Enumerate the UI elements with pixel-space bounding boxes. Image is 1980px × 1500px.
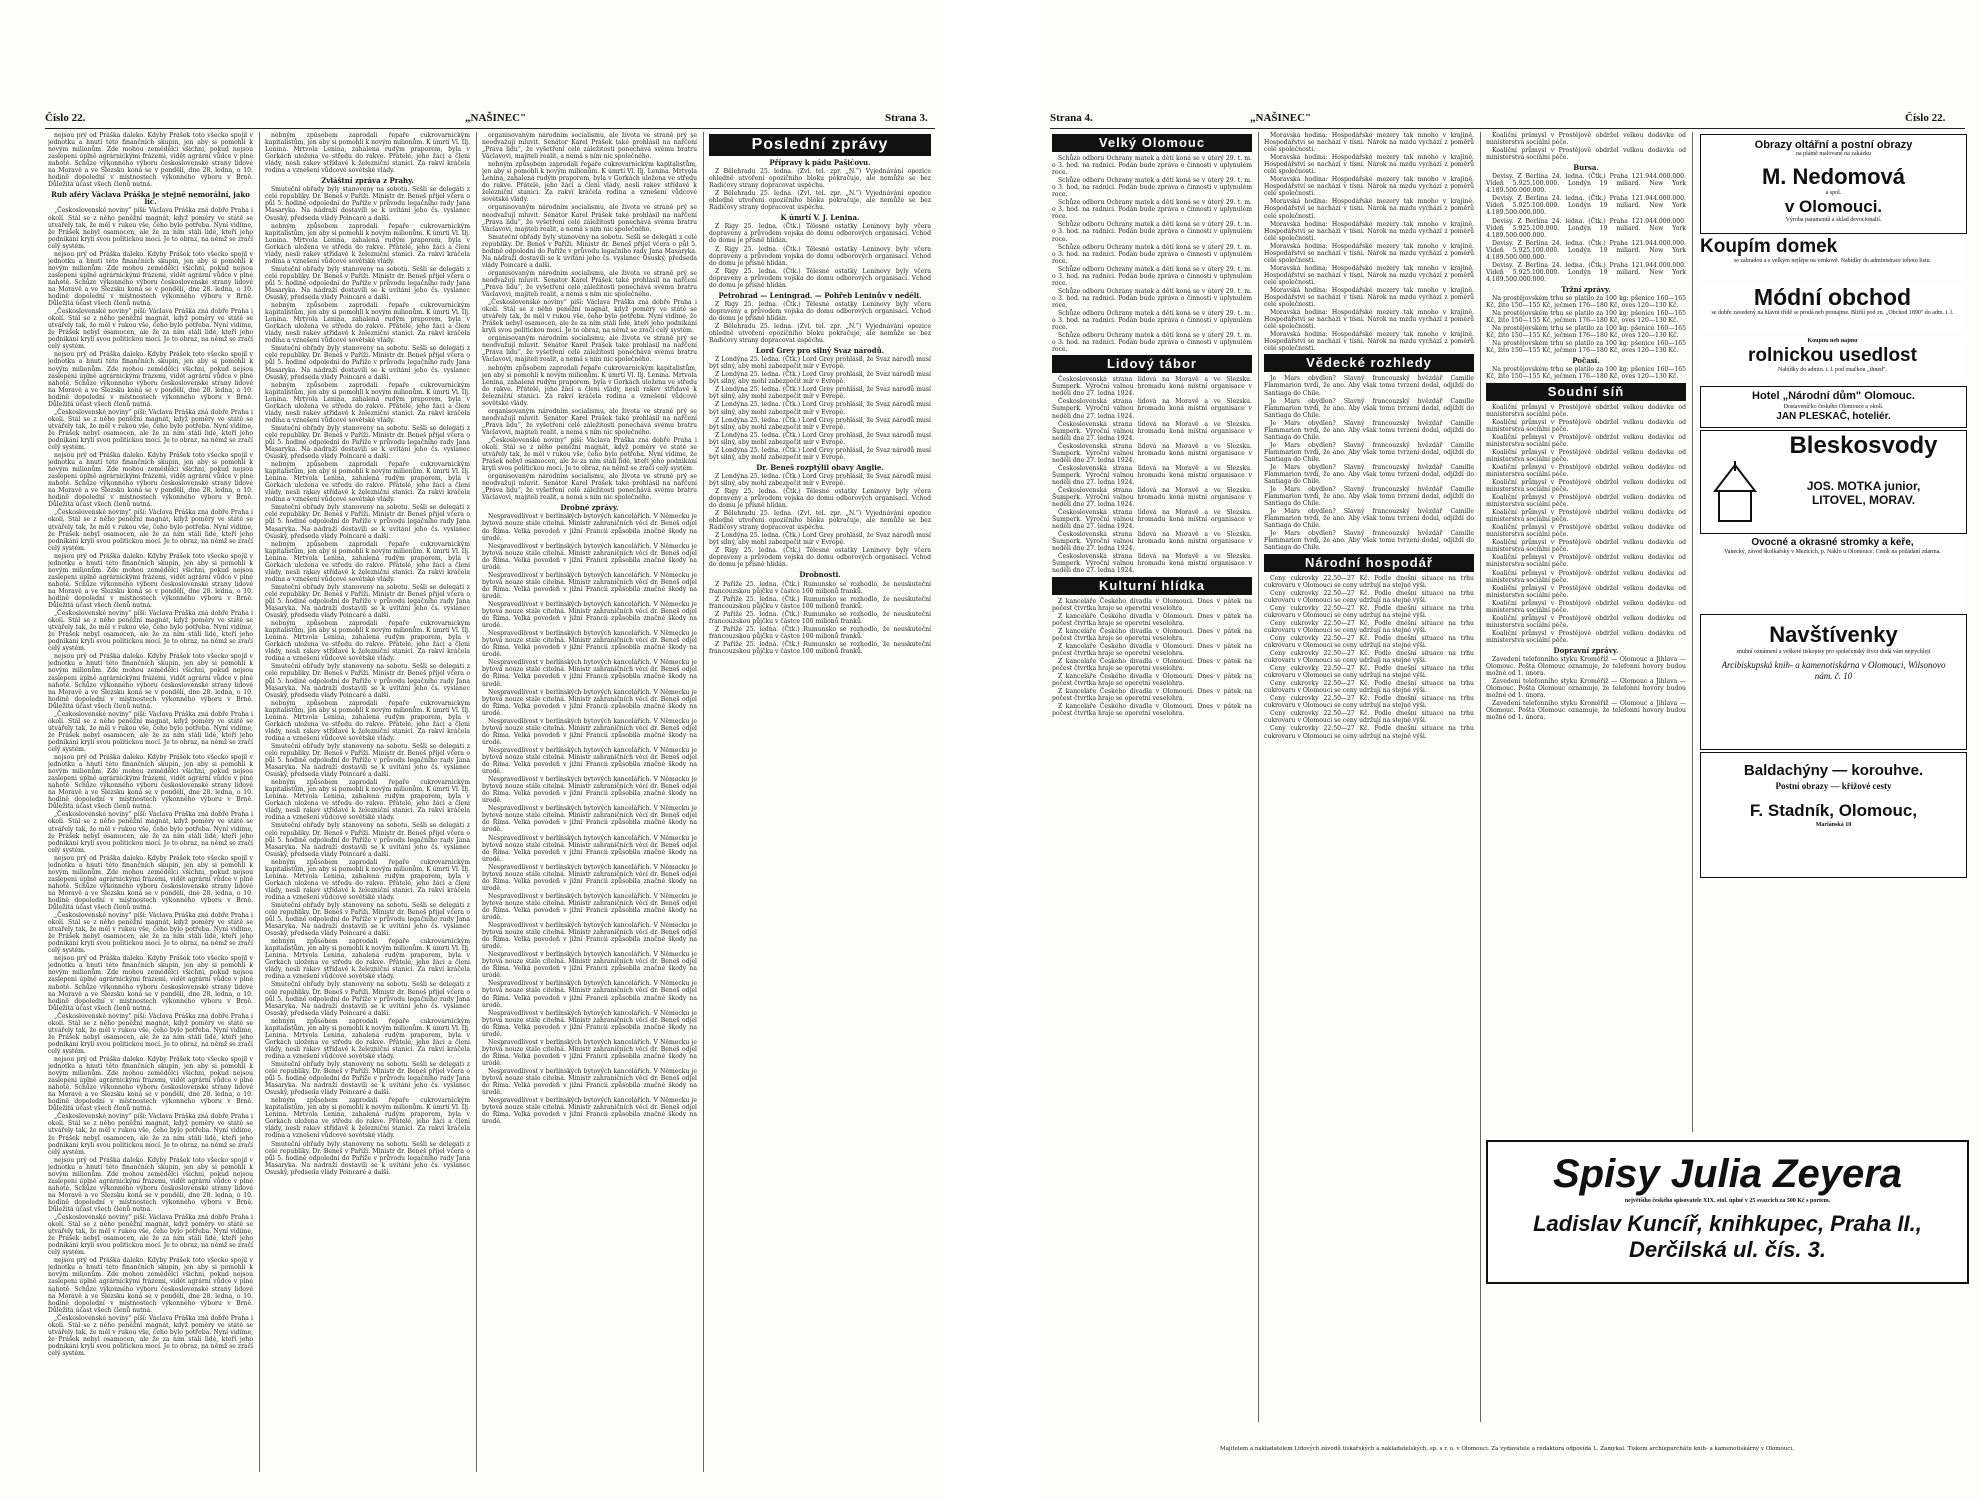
article-heading: Dr. Beneš rozptýlil obavy Anglie. xyxy=(756,462,884,472)
column-rule xyxy=(476,132,477,1472)
right-issue-number: Číslo 22. xyxy=(1905,112,1946,124)
article-heading: K úmrtí V. J. Lenina. xyxy=(780,213,860,223)
article-text: nejsou prý od Práška daleko. Kdyby Prášek toto všecko spojil v jednotku a hnutí této finančních skupin, jen aby si pomohli k novým milionům. Zde mohou zemědělci všichni, pokud nejsou zaslepeni úplně agrárnickými frázemi, vidět agrární vůdce v plné nahotě. Schůze výkonného výboru československé strany lidové na Moravě a ve Slezsku koná se v pondělí, dne 28. ledna, o 10. hodině dopolední v místnostech výkonného výboru v Brně. Důležitá účast všech členů nutná. xyxy=(48,452,253,509)
article-text: Ceny cukrovky 22.50—27 Kč. Podle dnešní situace na trhu cukrovaru v Olomouci se ceny udržují na stejné výši. xyxy=(1264,574,1474,589)
article-text: Moravská hodina: Hospodářské mezery tak mnoho v krajině. Hospodářství se nachází v tísni. Nárok na mzdu vychází z poměrů celé společnosti. xyxy=(1264,220,1474,242)
article-text: nebným způsobem zaprodali řepaře cukrovarnickým kapitalistům, jen aby si pomohli k novým milionům. K úmrtí Vl. Ilj. Lenina. Mrtvola Lenina, zahalená rudým praporem, byla v Gorkách uložena ve středu do rakve. Přátelé, jeho žáci a členi vlády, nesli rakev střídavě k železniční stanici. Za rakví kráčela rodina a vznešení vůdcové sovětské vlády. xyxy=(265,540,470,583)
article-text: Smuteční obřady byly stanoveny na sobotu. Sešli se delegáti z celé republiky. Dr. Beneš v Paříži. Ministr dr. Beneš přijel včera o půl 5. hodině odpolední do Paříže v průvodu legačního rady Jana Masaryka. Na nádraží dostavili se k uvítání jeho čs. vyslanec Osuský, předseda vlády Poincaré a další. xyxy=(265,1061,470,1097)
article-text: „Československé noviny“ píší: Václava Práška zná dobře Praha i okolí. Stál se z něho peněžní magnát, když poměry ve státě se utvářely tak, že měl v rukou vše, čeho bylo potřeba. Nyní vidíme, že Prášek nebyl osamocen, ale že za ním stáli lidé, kteří jeho podnikání kryli svou politickou mocí. Je to obraz, na němž se zračí celý systém. xyxy=(48,1314,253,1357)
ad-motka-name: JOS. MOTKA junior, xyxy=(1806,479,1921,493)
article-text: Smuteční obřady byly stanoveny na sobotu. Sešli se delegáti z celé republiky. Dr. Beneš v Paříži. Ministr dr. Beneš přijel včera o půl 5. hodině odpolední do Paříže v průvodu legačního rady Jana Masaryka. Na nádraží dostavili se k uvítání jeho čs. vyslanec Osuský, předseda vlády Poincaré a další. xyxy=(265,981,470,1017)
right-col-2 xyxy=(1264,132,1474,1422)
article-text: Koaliční průmysl v Prostějově obdržel velkou dodávku od ministerstva sociální péče. xyxy=(1486,433,1686,448)
ad-koupim-domek xyxy=(1700,236,1965,280)
article-text: Z Londýna 25. ledna. (Čtk.) Lord Grey prohlásil, že Svaz národů musí být silný, aby mohl zabezpečit mír v Evropě. xyxy=(709,532,931,547)
article-text: Devisy. Z Berlína 24. ledna. (Čtk.) Praha 121.944.000.000. Vídeň 5.925.100.000. Londýn 19 miliard. New York 4.189.500.000.000. xyxy=(1486,173,1686,195)
article-text: Smuteční obřady byly stanoveny na sobotu. Sešli se delegáti z celé republiky. Dr. Beneš v Paříži. Ministr dr. Beneš přijel včera o půl 5. hodině odpolední do Paříže v průvodu legačního rady Jana Masaryka. Na nádraží dostavili se k uvítání jeho čs. vyslanec Osuský, předseda vlády Poincaré a další. xyxy=(265,345,470,381)
article-text: Koaliční průmysl v Prostějově obdržel velkou dodávku od ministerstva sociální péče. xyxy=(1486,132,1686,147)
article-text: „Československé noviny“ píší: Václava Práška zná dobře Praha i okolí. Stál se z něho peněžní magnát, když poměry ve státě se utvářely tak, že měl v rukou vše, čeho bylo potřeba. Nyní vidíme, že Prášek nebyl osamocen, ale že za ním stáli lidé, kteří jeho podnikání kryli svou politickou mocí. Je to obraz, na němž se zračí celý systém. xyxy=(48,811,253,854)
article-text: Devisy. Z Berlína 24. ledna. (Čtk.) Praha 121.944.000.000. Vídeň 5.925.100.000. Londýn 19 miliard. New York 4.189.500.000.000. xyxy=(1486,239,1686,261)
article-text: Nespravedlivost v berlínských bytových kancelářích. V Německu je bytová nouze stále citelná. Ministr zahraničních věcí dr. Beneš odjel do Říma. Velká povodeň v jižní Francii způsobila značné škody na úrodě. xyxy=(482,746,697,776)
ad-baldachyny-sub: Postní obrazy — křížové cesty xyxy=(1775,781,1892,791)
article-text: Je Mars obydlen? Slavný francouzský hvězdář Camille Flammarion tvrdí, že ano. Aby však tomu tvrzení dodal, odjíždí do Santiaga do Chile. xyxy=(1264,397,1474,419)
left-col-1 xyxy=(48,132,253,1472)
article-heading: Počasí. xyxy=(1572,356,1600,366)
left-col-4 xyxy=(709,132,931,1472)
article-text: nejsou prý od Práška daleko. Kdyby Prášek toto všecko spojil v jednotku a hnutí této finančních skupin, jen aby si pomohli k novým milionům. Zde mohou zemědělci všichni, pokud nejsou zaslepeni úplně agrárnickými frázemi, vidět agrární vůdce v plné nahotě. Schůze výkonného výboru československé strany lidové na Moravě a ve Slezsku koná se v pondělí, dne 28. ledna, o 10. hodině dopolední v místnostech výkonného výboru v Brně. Důležitá účast všech členů nutná. xyxy=(48,1056,253,1113)
ad-baldachyny-title: Baldachýny — korouhve. xyxy=(1743,762,1924,779)
article-text: nebným způsobem zaprodali řepaře cukrovarnickým kapitalistům, jen aby si pomohli k novým milionům. K úmrtí Vl. Ilj. Lenina. Mrtvola Lenina, zahalená rudým praporem, byla v Gorkách uložena ve středu do rakve. Přátelé, jeho žáci a členi vlády, nesli rakev střídavě k železniční stanici. Za rakví kráčela rodina a vznešení vůdcové sovětské vlády. xyxy=(482,364,697,407)
article-text: Smuteční obřady byly stanoveny na sobotu. Sešli se delegáti z celé republiky. Dr. Beneš v Paříži. Ministr dr. Beneš přijel včera o půl 5. hodině odpolední do Paříže v průvodu legačního rady Jana Masaryka. Na nádraží dostavili se k uvítání jeho čs. vyslanec Osuský, předseda vlády Poincaré a další. xyxy=(265,822,470,858)
article-text: nebným způsobem zaprodali řepaře cukrovarnickým kapitalistům, jen aby si pomohli k novým milionům. K úmrtí Vl. Ilj. Lenina. Mrtvola Lenina, zahalená rudým praporem, byla v Gorkách uložena ve středu do rakve. Přátelé, jeho žáci a členi vlády, nesli rakev střídavě k železniční stanici. Za rakví kráčela rodina a vznešení vůdcové sovětské vlády. xyxy=(265,461,470,504)
article-text: Na prostějovském trhu se platilo za 100 kg: pšenice 160—165 Kč, žito 150—155 Kč, ječmen 176—180 Kč, oves 120—130 Kč. xyxy=(1486,340,1686,355)
article-text: Koaliční průmysl v Prostějově obdržel velkou dodávku od ministerstva sociální péče. xyxy=(1486,554,1686,569)
article-text: Schůze odboru Ochrany matek a dětí koná se v úterý 29. t. m. o 3. hod. na radnici. Podán bude zpráva o činnosti v uplynulém roce. xyxy=(1052,155,1252,177)
article-text: „Československé noviny“ píší: Václava Práška zná dobře Praha i okolí. Stál se z něho peněžní magnát, když poměry ve státě se utvářely tak, že měl v rukou vše, čeho bylo potřeba. Nyní vidíme, že Prášek nebyl osamocen, ale že za ním stáli lidé, kteří jeho podnikání kryli svou politickou mocí. Je to obraz, na němž se zračí celý systém. xyxy=(48,912,253,955)
article-text: nebným způsobem zaprodali řepaře cukrovarnickým kapitalistům, jen aby si pomohli k novým milionům. K úmrtí Vl. Ilj. Lenina. Mrtvola Lenina, zahalená rudým praporem, byla v Gorkách uložena ve středu do rakve. Přátelé, jeho žáci a členi vlády, nesli rakev střídavě k železniční stanici. Za rakví kráčela rodina a vznešení vůdcové sovětské vlády. xyxy=(265,699,470,742)
article-text: Schůze odboru Ochrany matek a dětí koná se v úterý 29. t. m. o 3. hod. na radnici. Podán bude zpráva o činnosti v uplynulém roce. xyxy=(1052,265,1252,287)
article-text: nejsou prý od Práška daleko. Kdyby Prášek toto všecko spojil v jednotku a hnutí této finančních skupin, jen aby si pomohli k novým milionům. Zde mohou zemědělci všichni, pokud nejsou zaslepeni úplně agrárnickými frázemi, vidět agrární vůdce v plné nahotě. Schůze výkonného výboru československé strany lidové na Moravě a ve Slezsku koná se v pondělí, dne 28. ledna, o 10. hodině dopolední v místnostech výkonného výboru v Brně. Důležitá účast všech členů nutná. xyxy=(48,955,253,1012)
article-text: Z Bělehradu 25. ledna. (Zvl. tel. zpr. „N.“) Vyjednávání opozice ohledně utvoření opozičního bloku pokračuje, ale nemůže se bez Radićovy strany dopracovat úspěchu. xyxy=(709,190,931,212)
article-text: „Československé noviny“ píší: Václava Práška zná dobře Praha i okolí. Stál se z něho peněžní magnát, když poměry ve státě se utvářely tak, že měl v rukou vše, čeho bylo potřeba. Nyní vidíme, že Prášek nebyl osamocen, ale že za ním stáli lidé, kteří jeho podnikání kryli svou politickou mocí. Je to obraz, na němž se zračí celý systém. xyxy=(48,1113,253,1156)
article-text: Schůze odboru Ochrany matek a dětí koná se v úterý 29. t. m. o 3. hod. na radnici. Podán bude zpráva o činnosti v uplynulém roce. xyxy=(1052,177,1252,199)
article-text: Na prostějovském trhu se platilo za 100 kg: pšenice 160—165 Kč, žito 150—155 Kč, ječmen 176—180 Kč, oves 120—130 Kč. xyxy=(1486,325,1686,340)
article-text: Z Rigy 25. ledna. (Čtk.) Tělesné ostatky Leninovy byly včera dopraveny a průvodem vojska do domu odborových organisací. Vchod do domu je přísně hlídán. xyxy=(709,547,931,569)
section-banner-posledni-zpravy: Poslední zprávy xyxy=(709,134,931,156)
article-text: nejsou prý od Práška daleko. Kdyby Prášek toto všecko spojil v jednotku a hnutí této finančních skupin, jen aby si pomohli k novým milionům. Zde mohou zemědělci všichni, pokud nejsou zaslepeni úplně agrárnickými frázemi, vidět agrární vůdce v plné nahotě. Schůze výkonného výboru československé strany lidové na Moravě a ve Slezsku koná se v pondělí, dne 28. ledna, o 10. hodině dopolední v místnostech výkonného výboru v Brně. Důležitá účast všech členů nutná. xyxy=(48,351,253,408)
article-text: „Československé noviny“ píší: Václava Práška zná dobře Praha i okolí. Stál se z něho peněžní magnát, když poměry ve státě se utvářely tak, že měl v rukou vše, čeho bylo potřeba. Nyní vidíme, že Prášek nebyl osamocen, ale že za ním stáli lidé, kteří jeho podnikání kryli svou politickou mocí. Je to obraz, na němž se zračí celý systém. xyxy=(482,436,697,473)
left-running-head xyxy=(45,112,935,128)
left-head-rule xyxy=(45,128,935,129)
article-text: organisovaným národním socialismu, ale života ve straně prý se neodvažují mluvit. Senátor Karel Prášek také prohlásil na nařčení „Práva lidu“, že vyšetření celé záležitosti ponechává svému bratru Václavovi, majiteli realit, a nemá s ním nic společného. xyxy=(482,335,697,364)
section-banner-soudni-sin: Soudní síň xyxy=(1486,383,1686,401)
ad-navstivenky-firm: Arcibiskupská knih- a kamenotiskárna v Olomouci, Wilsonovo nám. č. 10 xyxy=(1721,660,1946,681)
article-text: Z kanceláře Českého divadla v Olomouci. Dnes v pátek na počest čtvrtka hraje se operetní veselohra. xyxy=(1052,673,1252,688)
article-text: organisovaným národním socialismu, ale života ve straně prý se neodvažují mluvit. Senátor Karel Prášek také prohlásil na nařčení „Práva lidu“, že vyšetření celé záležitosti ponechává svému bratru Václavovi, majiteli realit, a nemá s ním nic společného. xyxy=(482,132,697,161)
article-text: Schůze odboru Ochrany matek a dětí koná se v úterý 29. t. m. o 3. hod. na radnici. Podán bude zpráva o činnosti v uplynulém roce. xyxy=(1052,332,1252,354)
article-text: Moravská hodina: Hospodářské mezery tak mnoho v krajině. Hospodářství se nachází v tísni. Nárok na mzdu vychází z poměrů celé společnosti. xyxy=(1264,242,1474,264)
article-text: Zavedení telefonního styku Kroměříž — Olomouc a Jihlava — Olomouc. Pošta Olomouc oznamuje, že telefonní hovory budou možné od 1. února. xyxy=(1486,656,1686,678)
ad-navstivenky-title: Navštívenky xyxy=(1769,622,1898,647)
article-text: Ceny cukrovky 22.50—27 Kč. Podle dnešní situace na trhu cukrovaru v Olomouci se ceny udržují na stejné výši. xyxy=(1264,650,1474,665)
ad-baldachyny-addr: Mariánská 10 xyxy=(1815,822,1852,828)
ad-zeyer-addr: Derčilská ul. čís. 3. xyxy=(1629,1237,1826,1262)
lightning-rod-icon xyxy=(1709,461,1761,527)
article-text: organisovaným národním socialismu, ale života ve straně prý se neodvažují mluvit. Senátor Karel Prášek také prohlásil na nařčení „Práva lidu“, že vyšetření celé záležitosti ponechává svému bratru Václavovi, majiteli realit, a nemá s ním nic společného. xyxy=(482,269,697,299)
article-text: Smuteční obřady byly stanoveny na sobotu. Sešli se delegáti z celé republiky. Dr. Beneš v Paříži. Ministr dr. Beneš přijel včera o půl 5. hodině odpolední do Paříže v průvodu legačního rady Jana Masaryka. Na nádraží dostavili se k uvítání jeho čs. vyslanec Osuský, předseda vlády Poincaré a další. xyxy=(265,583,470,620)
ad-usedlost-title: rolnickou usedlost xyxy=(1748,345,1917,366)
article-text: Koaliční průmysl v Prostějově obdržel velkou dodávku od ministerstva sociální péče. xyxy=(1486,463,1686,478)
article-text: Z Londýna 25. ledna. (Čtk.) Lord Grey prohlásil, že Svaz národů musí být silný, aby mohl zabezpečit mír v Evropě. xyxy=(709,356,931,371)
article-text: Z Londýna 25. ledna. (Čtk.) Lord Grey prohlásil, že Svaz národů musí být silný, aby mohl zabezpečit mír v Evropě. xyxy=(709,431,931,446)
article-text: Ceny cukrovky 22.50—27 Kč. Podle dnešní situace na trhu cukrovaru v Olomouci se ceny udržují na stejné výši. xyxy=(1264,619,1474,634)
column-rule xyxy=(1480,132,1481,1422)
article-text: Koaliční průmysl v Prostějově obdržel velkou dodávku od ministerstva sociální péče. xyxy=(1486,614,1686,629)
ad-hotel-owner: JAN PLESKAČ, hoteliér. xyxy=(1776,411,1891,422)
article-text: Československá strana lidová na Moravě a ve Slezsku. Šumperk. Výroční valnou hromadu koná místní organisace v neděli dne 27. ledna 1924. xyxy=(1052,464,1252,486)
article-text: Nespravedlivost v berlínských bytových kancelářích. V Německu je bytová nouze stále citelná. Ministr zahraničních věcí dr. Beneš odjel do Říma. Velká povodeň v jižní Francii způsobila značné škody na úrodě. xyxy=(482,571,697,600)
left-col-2 xyxy=(265,132,470,1472)
article-text: organisovaným národním socialismu, ale života ve straně prý se neodvažují mluvit. Senátor Karel Prášek také prohlásil na nařčení „Práva lidu“, že vyšetření celé záležitosti ponechává svému bratru Václavovi, majiteli realit, a nemá s ním nic společného. xyxy=(482,204,697,233)
article-text: Zavedení telefonního styku Kroměříž — Olomouc a Jihlava — Olomouc. Pošta Olomouc oznamuje, že telefonní hovory budou možné od 1. února. xyxy=(1486,700,1686,722)
article-text: Moravská hodina: Hospodářské mezery tak mnoho v krajině. Hospodářství se nachází v tísni. Nárok na mzdu vychází z poměrů celé společnosti. xyxy=(1264,264,1474,286)
article-text: Koaliční průmysl v Prostějově obdržel velkou dodávku od ministerstva sociální péče. xyxy=(1486,569,1686,584)
article-text: Schůze odboru Ochrany matek a dětí koná se v úterý 29. t. m. o 3. hod. na radnici. Podán bude zpráva o činnosti v uplynulém roce. xyxy=(1052,221,1252,243)
article-text: Je Mars obydlen? Slavný francouzský hvězdář Camille Flammarion tvrdí, že ano. Aby však tomu tvrzení dodal, odjíždí do Santiaga do Chile. xyxy=(1264,463,1474,486)
article-text: Československá strana lidová na Moravě a ve Slezsku. Šumperk. Výroční valnou hromadu koná místní organisace v neděli dne 27. ledna 1924. xyxy=(1052,420,1252,442)
article-text: nejsou prý od Práška daleko. Kdyby Prášek toto všecko spojil v jednotku a hnutí této finančních skupin, jen aby si pomohli k novým milionům. Zde mohou zemědělci všichni, pokud nejsou zaslepeni úplně agrárnickými frázemi, vidět agrární vůdce v plné nahotě. Schůze výkonného výboru československé strany lidové na Moravě a ve Slezsku koná se v pondělí, dne 28. ledna, o 10. hodině dopolední v místnostech výkonného výboru v Brně. Důležitá účast všech členů nutná. xyxy=(48,250,253,308)
article-text: Nespravedlivost v berlínských bytových kancelářích. V Německu je bytová nouze stále citelná. Ministr zahraničních věcí dr. Beneš odjel do Říma. Velká povodeň v jižní Francii způsobila značné škody na úrodě. xyxy=(482,776,697,805)
article-text: Nespravedlivost v berlínských bytových kancelářích. V Německu je bytová nouze stále citelná. Ministr zahraničních věcí dr. Beneš odjel do Říma. Velká povodeň v jižní Francii způsobila značné škody na úrodě. xyxy=(482,980,697,1009)
article-text: nebným způsobem zaprodali řepaře cukrovarnickým kapitalistům, jen aby si pomohli k novým milionům. K úmrtí Vl. Ilj. Lenina. Mrtvola Lenina, zahalená rudým praporem, byla v Gorkách uložena ve středu do rakve. Přátelé, jeho žáci a členi vlády, nesli rakev střídavě k železniční stanici. Za rakví kráčela rodina a vznešení vůdcové sovětské vlády. xyxy=(265,779,470,822)
article-text: nebným způsobem zaprodali řepaře cukrovarnickým kapitalistům, jen aby si pomohli k novým milionům. K úmrtí Vl. Ilj. Lenina. Mrtvola Lenina, zahalená rudým praporem, byla v Gorkách uložena ve středu do rakve. Přátelé, jeho žáci a členi vlády, nesli rakev střídavě k železniční stanici. Za rakví kráčela rodina a vznešení vůdcové sovětské vlády. xyxy=(265,132,470,175)
article-text: Nespravedlivost v berlínských bytových kancelářích. V Německu je bytová nouze stále citelná. Ministr zahraničních věcí dr. Beneš odjel do Říma. Velká povodeň v jižní Francii způsobila značné škody na úrodě. xyxy=(482,863,697,892)
article-text: Koaliční průmysl v Prostějově obdržel velkou dodávku od ministerstva sociální péče. xyxy=(1486,584,1686,599)
article-text: Nespravedlivost v berlínských bytových kancelářích. V Německu je bytová nouze stále citelná. Ministr zahraničních věcí dr. Beneš odjel do Říma. Velká povodeň v jižní Francii způsobila značné škody na úrodě. xyxy=(482,1068,697,1097)
ad-obrazy-title: Obrazy oltářní a postní obrazy xyxy=(1754,139,1913,151)
article-text: Ceny cukrovky 22.50—27 Kč. Podle dnešní situace na trhu cukrovaru v Olomouci se ceny udržují na stejné výši. xyxy=(1264,589,1474,604)
article-heading: Bursa. xyxy=(1573,163,1599,173)
section-banner-narodni-hospodar: Národní hospodář xyxy=(1264,554,1474,572)
article-text: Koaliční průmysl v Prostějově obdržel velkou dodávku od ministerstva sociální péče. xyxy=(1486,509,1686,524)
article-text: Je Mars obydlen? Slavný francouzský hvězdář Camille Flammarion tvrdí, že ano. Aby však tomu tvrzení dodal, odjíždí do Santiaga do Chile. xyxy=(1264,486,1474,508)
article-text: Moravská hodina: Hospodářské mezery tak mnoho v krajině. Hospodářství se nachází v tísni. Nárok na mzdu vychází z poměrů celé společnosti. xyxy=(1264,286,1474,309)
article-text: Nespravedlivost v berlínských bytových kancelářích. V Německu je bytová nouze stále citelná. Ministr zahraničních věcí dr. Beneš odjel do Říma. Velká povodeň v jižní Francii způsobila značné škody na úrodě. xyxy=(482,513,697,542)
article-text: Z kanceláře Českého divadla v Olomouci. Dnes v pátek na počest čtvrtka hraje se operetní veselohra. xyxy=(1052,597,1252,612)
right-col-3 xyxy=(1486,132,1686,1132)
ad-nedomova-sub: a spol. xyxy=(1825,190,1842,196)
article-text: nejsou prý od Práška daleko. Kdyby Prášek toto všecko spojil v jednotku a hnutí této finančních skupin, jen aby si pomohli k novým milionům. Zde mohou zemědělci všichni, pokud nejsou zaslepeni úplně agrárnickými frázemi, vidět agrární vůdce v plné nahotě. Schůze výkonného výboru československé strany lidové na Moravě a ve Slezsku koná se v pondělí, dne 28. ledna, o 10. hodině dopolední v místnostech výkonného výboru v Brně. Důležitá účast všech členů nutná. xyxy=(48,653,253,710)
article-text: Z kanceláře Českého divadla v Olomouci. Dnes v pátek na počest čtvrtka hraje se operetní veselohra. xyxy=(1052,688,1252,703)
ad-baldachyny-firm: F. Stadník, Olomouc, xyxy=(1749,801,1918,820)
article-text: Smuteční obřady byly stanoveny na sobotu. Sešli se delegáti z celé republiky. Dr. Beneš v Paříži. Ministr dr. Beneš přijel včera o půl 5. hodině odpolední do Paříže v průvodu legačního rady Jana Masaryka. Na nádraží dostavili se k uvítání jeho čs. vyslanec Osuský, předseda vlády Poincaré a další. xyxy=(265,265,470,302)
ad-obrazy-sub: na plátně malované na zakázku xyxy=(1796,151,1871,157)
article-text: nebným způsobem zaprodali řepaře cukrovarnickým kapitalistům, jen aby si pomohli k novým milionům. K úmrtí Vl. Ilj. Lenina. Mrtvola Lenina, zahalená rudým praporem, byla v Gorkách uložena ve středu do rakve. Přátelé, jeho žáci a členi vlády, nesli rakev střídavě k železniční stanici. Za rakví kráčela rodina a vznešení vůdcové sovětské vlády. xyxy=(265,222,470,265)
right-head-rule xyxy=(1050,128,1965,129)
right-page-number: Strana 4. xyxy=(1050,112,1093,124)
left-page-number: Strana 3. xyxy=(885,112,928,124)
article-text: Na prostějovském trhu se platilo za 100 kg: pšenice 160—165 Kč, žito 150—155 Kč, ječmen 176—180 Kč, oves 120—130 Kč. xyxy=(1486,366,1686,381)
article-text: nebným způsobem zaprodali řepaře cukrovarnickým kapitalistům, jen aby si pomohli k novým milionům. K úmrtí Vl. Ilj. Lenina. Mrtvola Lenina, zahalená rudým praporem, byla v Gorkách uložena ve středu do rakve. Přátelé, jeho žáci a členi vlády, nesli rakev střídavě k železniční stanici. Za rakví kráčela rodina a vznešení vůdcové sovětské vlády. xyxy=(265,938,470,981)
article-text: Z kanceláře Českého divadla v Olomouci. Dnes v pátek na počest čtvrtka hraje se operetní veselohra. xyxy=(1052,627,1252,642)
article-text: „Československé noviny“ píší: Václava Práška zná dobře Praha i okolí. Stál se z něho peněžní magnát, když poměry ve státě se utvářely tak, že měl v rukou vše, čeho bylo potřeba. Nyní vidíme, že Prášek nebyl osamocen, ale že za ním stáli lidé, kteří jeho podnikání kryli svou politickou mocí. Je to obraz, na němž se zračí celý systém. xyxy=(48,1214,253,1257)
ad-nedomova xyxy=(1700,134,1967,234)
article-text: Devisy. Z Berlína 24. ledna. (Čtk.) Praha 121.944.000.000. Vídeň 5.925.100.000. Londýn 19 miliard. New York 4.189.500.000.000. xyxy=(1486,195,1686,217)
article-text: Ceny cukrovky 22.50—27 Kč. Podle dnešní situace na trhu cukrovaru v Olomouci se ceny udržují na stejné výši. xyxy=(1264,634,1474,649)
article-text: Nespravedlivost v berlínských bytových kancelářích. V Německu je bytová nouze stále citelná. Ministr zahraničních věcí dr. Beneš odjel do Říma. Velká povodeň v jižní Francii způsobila značné škody na úrodě. xyxy=(482,922,697,951)
left-paper-title: „NAŠINEC" xyxy=(465,112,527,124)
ad-motka-city: LITOVEL, MORAV. xyxy=(1811,493,1916,507)
ad-stromky-title: Ovocné a okrasné stromky a keře, xyxy=(1751,537,1914,548)
article-text: Schůze odboru Ochrany matek a dětí koná se v úterý 29. t. m. o 3. hod. na radnici. Podán bude zpráva o činnosti v uplynulém roce. xyxy=(1052,287,1252,309)
article-text: Zavedení telefonního styku Kroměříž — Olomouc a Jihlava — Olomouc. Pošta Olomouc oznamuje, že telefonní hovory budou možné od 1. února. xyxy=(1486,678,1686,700)
article-text: nebným způsobem zaprodali řepaře cukrovarnickým kapitalistům, jen aby si pomohli k novým milionům. K úmrtí Vl. Ilj. Lenina. Mrtvola Lenina, zahalená rudým praporem, byla v Gorkách uložena ve středu do rakve. Přátelé, jeho žáci a členi vlády, nesli rakev střídavě k železniční stanici. Za rakví kráčela rodina a vznešení vůdcové sovětské vlády. xyxy=(265,1017,470,1060)
article-text: Koaliční průmysl v Prostějově obdržel velkou dodávku od ministerstva sociální péče. xyxy=(1486,147,1686,162)
article-text: Z Paříže 25. ledna. (Čtk.) Rumunsko se rozhodlo, že neuskuteční francouzskou půjčku v částce 100 milionů franků. xyxy=(709,625,931,640)
article-text: „Československé noviny“ píší: Václava Práška zná dobře Praha i okolí. Stál se z něho peněžní magnát, když poměry ve státě se utvářely tak, že měl v rukou vše, čeho bylo potřeba. Nyní vidíme, že Prášek nebyl osamocen, ale že za ním stáli lidé, kteří jeho podnikání kryli svou politickou mocí. Je to obraz, na němž se zračí celý systém. xyxy=(48,610,253,653)
article-text: „Československé noviny“ píší: Václava Práška zná dobře Praha i okolí. Stál se z něho peněžní magnát, když poměry ve státě se utvářely tak, že měl v rukou vše, čeho bylo potřeba. Nyní vidíme, že Prášek nebyl osamocen, ale že za ním stáli lidé, kteří jeho podnikání kryli svou politickou mocí. Je to obraz, na němž se zračí celý systém. xyxy=(48,408,253,452)
article-text: Nespravedlivost v berlínských bytových kancelářích. V Německu je bytová nouze stále citelná. Ministr zahraničních věcí dr. Beneš odjel do Říma. Velká povodeň v jižní Francii způsobila značné škody na úrodě. xyxy=(482,951,697,980)
article-text: Z Rigy 25. ledna. (Čtk.) Tělesné ostatky Leninovy byly včera dopraveny a průvodem vojska do domu odborových organisací. Vchod do domu je přísně hlídán. xyxy=(709,300,931,322)
article-text: „Československé noviny“ píší: Václava Práška zná dobře Praha i okolí. Stál se z něho peněžní magnát, když poměry ve státě se utvářely tak, že měl v rukou vše, čeho bylo potřeba. Nyní vidíme, že Prášek nebyl osamocen, ale že za ním stáli lidé, kteří jeho podnikání kryli svou politickou mocí. Je to obraz, na němž se zračí celý systém. xyxy=(48,308,253,351)
article-text: Z kanceláře Českého divadla v Olomouci. Dnes v pátek na počest čtvrtka hraje se operetní veselohra. xyxy=(1052,642,1252,657)
article-text: nebným způsobem zaprodali řepaře cukrovarnickým kapitalistům, jen aby si pomohli k novým milionům. K úmrtí Vl. Ilj. Lenina. Mrtvola Lenina, zahalená rudým praporem, byla v Gorkách uložena ve středu do rakve. Přátelé, jeho žáci a členi vlády, nesli rakev střídavě k železniční stanici. Za rakví kráčela rodina a vznešení vůdcové sovětské vlády. xyxy=(482,161,697,204)
article-text: nejsou prý od Práška daleko. Kdyby Prášek toto všecko spojil v jednotku a hnutí této finančních skupin, jen aby si pomohli k novým milionům. Zde mohou zemědělci všichni, pokud nejsou zaslepeni úplně agrárnickými frázemi, vidět agrární vůdce v plné nahotě. Schůze výkonného výboru československé strany lidové na Moravě a ve Slezsku koná se v pondělí, dne 28. ledna, o 10. hodině dopolední v místnostech výkonného výboru v Brně. Důležitá účast všech členů nutná. xyxy=(48,1156,253,1213)
article-text: Koaliční průmysl v Prostějově obdržel velkou dodávku od ministerstva sociální péče. xyxy=(1486,478,1686,494)
article-text: Je Mars obydlen? Slavný francouzský hvězdář Camille Flammarion tvrdí, že ano. Aby však tomu tvrzení dodal, odjíždí do Santiaga do Chile. xyxy=(1264,375,1474,397)
page-gutter xyxy=(945,0,1040,1500)
article-text: Nespravedlivost v berlínských bytových kancelářích. V Německu je bytová nouze stále citelná. Ministr zahraničních věcí dr. Beneš odjel do Říma. Velká povodeň v jižní Francii způsobila značné škody na úrodě. xyxy=(482,542,697,571)
section-banner-kulturni-hlidka: Kulturní hlídka xyxy=(1052,577,1252,595)
article-text: Nespravedlivost v berlínských bytových kancelářích. V Německu je bytová nouze stále citelná. Ministr zahraničních věcí dr. Beneš odjel do Říma. Velká povodeň v jižní Francii způsobila značné škody na úrodě. xyxy=(482,892,697,922)
article-text: Koaliční průmysl v Prostějově obdržel velkou dodávku od ministerstva sociální péče. xyxy=(1486,524,1686,539)
article-text: Ceny cukrovky 22.50—27 Kč. Podle dnešní situace na trhu cukrovaru v Olomouci se ceny udržují na stejné výši. xyxy=(1264,665,1474,680)
article-text: Smuteční obřady byly stanoveny na sobotu. Sešli se delegáti z celé republiky. Dr. Beneš v Paříži. Ministr dr. Beneš přijel včera o půl 5. hodině odpolední do Paříže v průvodu legačního rady Jana Masaryka. Na nádraží dostavili se k uvítání jeho čs. vyslanec Osuský, předseda vlády Poincaré a další. xyxy=(265,1140,470,1176)
article-text: Ceny cukrovky 22.50—27 Kč. Podle dnešní situace na trhu cukrovaru v Olomouci se ceny udržují na stejné výši. xyxy=(1264,710,1474,725)
article-text: Je Mars obydlen? Slavný francouzský hvězdář Camille Flammarion tvrdí, že ano. Aby však tomu tvrzení dodal, odjíždí do Santiaga do Chile. xyxy=(1264,530,1474,552)
article-text: Ceny cukrovky 22.50—27 Kč. Podle dnešní situace na trhu cukrovaru v Olomouci se ceny udržují na stejné výši. xyxy=(1264,725,1474,740)
article-text: Na prostějovském trhu se platilo za 100 kg: pšenice 160—165 Kč, žito 150—155 Kč, ječmen 176—180 Kč, oves 120—130 Kč. xyxy=(1486,294,1686,310)
article-text: nejsou prý od Práška daleko. Kdyby Prášek toto všecko spojil v jednotku a hnutí této finančních skupin, jen aby si pomohli k novým milionům. Zde mohou zemědělci všichni, pokud nejsou zaslepeni úplně agrárnickými frázemi, vidět agrární vůdce v plné nahotě. Schůze výkonného výboru československé strany lidové na Moravě a ve Slezsku koná se v pondělí, dne 28. ledna, o 10. hodině dopolední v místnostech výkonného výboru v Brně. Důležitá účast všech členů nutná. xyxy=(48,552,253,610)
article-text: Je Mars obydlen? Slavný francouzský hvězdář Camille Flammarion tvrdí, že ano. Aby však tomu tvrzení dodal, odjíždí do Santiaga do Chile. xyxy=(1264,441,1474,463)
article-text: nejsou prý od Práška daleko. Kdyby Prášek toto všecko spojil v jednotku a hnutí této finančních skupin, jen aby si pomohli k novým milionům. Zde mohou zemědělci všichni, pokud nejsou zaslepeni úplně agrárnickými frázemi, vidět agrární vůdce v plné nahotě. Schůze výkonného výboru československé strany lidové na Moravě a ve Slezsku koná se v pondělí, dne 28. ledna, o 10. hodině dopolední v místnostech výkonného výboru v Brně. Důležitá účast všech členů nutná. xyxy=(48,1257,253,1314)
right-running-head xyxy=(1050,112,1960,128)
article-text: Z Bělehradu 25. ledna. (Zvl. tel. zpr. „N.“) Vyjednávání opozice ohledně utvoření opozičního bloku pokračuje, ale nemůže se bez Radićovy strany dopracovat úspěchu. xyxy=(709,168,931,190)
article-text: Schůze odboru Ochrany matek a dětí koná se v úterý 29. t. m. o 3. hod. na radnici. Podán bude zpráva o činnosti v uplynulém roce. xyxy=(1052,199,1252,221)
article-text: Je Mars obydlen? Slavný francouzský hvězdář Camille Flammarion tvrdí, že ano. Aby však tomu tvrzení dodal, odjíždí do Santiaga do Chile. xyxy=(1264,508,1474,530)
left-page xyxy=(0,0,945,1500)
article-text: nebným způsobem zaprodali řepaře cukrovarnickým kapitalistům, jen aby si pomohli k novým milionům. K úmrtí Vl. Ilj. Lenina. Mrtvola Lenina, zahalená rudým praporem, byla v Gorkách uložena ve středu do rakve. Přátelé, jeho žáci a členi vlády, nesli rakev střídavě k železniční stanici. Za rakví kráčela rodina a vznešení vůdcové sovětské vlády. xyxy=(265,1097,470,1140)
article-text: Z Paříže 25. ledna. (Čtk.) Rumunsko se rozhodlo, že neuskuteční francouzskou půjčku v částce 100 milionů franků. xyxy=(709,595,931,610)
article-text: nejsou prý od Práška daleko. Kdyby Prášek toto všecko spojil v jednotku a hnutí této finančních skupin, jen aby si pomohli k novým milionům. Zde mohou zemědělci všichni, pokud nejsou zaslepeni úplně agrárnickými frázemi, vidět agrární vůdce v plné nahotě. Schůze výkonného výboru československé strany lidové na Moravě a ve Slezsku koná se v pondělí, dne 28. ledna, o 10. hodině dopolední v místnostech výkonného výboru v Brně. Důležitá účast všech členů nutná. xyxy=(48,854,253,912)
article-text: Československá strana lidová na Moravě a ve Slezsku. Šumperk. Výroční valnou hromadu koná místní organisace v neděli dne 27. ledna 1924. xyxy=(1052,486,1252,509)
article-text: Koaliční průmysl v Prostějově obdržel velkou dodávku od ministerstva sociální péče. xyxy=(1486,539,1686,554)
column-rule xyxy=(1258,132,1259,1422)
article-text: Nespravedlivost v berlínských bytových kancelářích. V Německu je bytová nouze stále citelná. Ministr zahraničních věcí dr. Beneš odjel do Říma. Velká povodeň v jižní Francii způsobila značné škody na úrodě. xyxy=(482,1097,697,1126)
article-text: Moravská hodina: Hospodářské mezery tak mnoho v krajině. Hospodářství se nachází v tísni. Nárok na mzdu vychází z poměrů celé společnosti. xyxy=(1264,198,1474,220)
article-text: Schůze odboru Ochrany matek a dětí koná se v úterý 29. t. m. o 3. hod. na radnici. Podán bude zpráva o činnosti v uplynulém roce. xyxy=(1052,243,1252,265)
article-text: „Československé noviny“ píší: Václava Práška zná dobře Praha i okolí. Stál se z něho peněžní magnát, když poměry ve státě se utvářely tak, že měl v rukou vše, čeho bylo potřeba. Nyní vidíme, že Prášek nebyl osamocen, ale že za ním stáli lidé, kteří jeho podnikání kryli svou politickou mocí. Je to obraz, na němž se zračí celý systém. xyxy=(482,299,697,335)
ad-stromky-owner: Vanecký, závod školkařský v Mezicích, p. Náklo u Olomouce. Ceník na požádání zdarma. xyxy=(1724,549,1941,555)
article-text: Nespravedlivost v berlínských bytových kancelářích. V Německu je bytová nouze stále citelná. Ministr zahraničních věcí dr. Beneš odjel do Říma. Velká povodeň v jižní Francii způsobila značné škody na úrodě. xyxy=(482,688,697,717)
ad-hotel-title: Hotel „Národní dům" Olomouc. xyxy=(1752,390,1915,402)
article-text: Z kanceláře Českého divadla v Olomouci. Dnes v pátek na počest čtvrtka hraje se operetní veselohra. xyxy=(1052,703,1252,718)
article-text: Z Londýna 25. ledna. (Čtk.) Lord Grey prohlásil, že Svaz národů musí být silný, aby mohl zabezpečit mír v Evropě. xyxy=(709,472,931,487)
article-text: nebným způsobem zaprodali řepaře cukrovarnickým kapitalistům, jen aby si pomohli k novým milionům. K úmrtí Vl. Ilj. Lenina. Mrtvola Lenina, zahalená rudým praporem, byla v Gorkách uložena ve středu do rakve. Přátelé, jeho žáci a členi vlády, nesli rakev střídavě k železniční stanici. Za rakví kráčela rodina a vznešení vůdcové sovětské vlády. xyxy=(265,858,470,901)
article-text: Koaliční průmysl v Prostějově obdržel velkou dodávku od ministerstva sociální péče. xyxy=(1486,599,1686,614)
article-text: Nespravedlivost v berlínských bytových kancelářích. V Německu je bytová nouze stále citelná. Ministr zahraničních věcí dr. Beneš odjel do Říma. Velká povodeň v jižní Francii způsobila značné škody na úrodě. xyxy=(482,717,697,746)
article-text: Z Rigy 25. ledna. (Čtk.) Tělesné ostatky Leninovy byly včera dopraveny a průvodem vojska do domu odborových organisací. Vchod do domu je přísně hlídán. xyxy=(709,487,931,510)
article-text: Koaliční průmysl v Prostějově obdržel velkou dodávku od ministerstva sociální péče. xyxy=(1486,403,1686,418)
article-text: Z Londýna 25. ledna. (Čtk.) Lord Grey prohlásil, že Svaz národů musí být silný, aby mohl zabezpečit mír v Evropě. xyxy=(709,386,931,401)
article-text: Moravská hodina: Hospodářské mezery tak mnoho v krajině. Hospodářství se nachází v tísni. Nárok na mzdu vychází z poměrů celé společnosti. xyxy=(1264,132,1474,154)
ad-koupim-title: Koupím domek xyxy=(1700,236,1838,257)
ad-spisy-julia-zeyera xyxy=(1486,1140,1969,1284)
article-text: Moravská hodina: Hospodářské mezery tak mnoho v krajině. Hospodářství se nachází v tísni. Nárok na mzdu vychází z poměrů celé společnosti. xyxy=(1264,154,1474,176)
section-banner-velky-olomouc: Velký Olomouc xyxy=(1052,134,1252,152)
ad-nedomova-desc: Výroba paramentů a sklad devocionalií. xyxy=(1785,217,1882,223)
ad-modni-obchod xyxy=(1700,284,1965,332)
article-text: Ceny cukrovky 22.50—27 Kč. Podle dnešní situace na trhu cukrovaru v Olomouci se ceny udržují na stejné výši. xyxy=(1264,695,1474,710)
ad-baldachyny xyxy=(1700,752,1967,878)
article-text: nebným způsobem zaprodali řepaře cukrovarnickým kapitalistům, jen aby si pomohli k novým milionům. K úmrtí Vl. Ilj. Lenina. Mrtvola Lenina, zahalená rudým praporem, byla v Gorkách uložena ve středu do rakve. Přátelé, jeho žáci a členi vlády, nesli rakev střídavě k železniční stanici. Za rakví kráčela rodina a vznešení vůdcové sovětské vlády. xyxy=(265,302,470,345)
article-text: Československá strana lidová na Moravě a ve Slezsku. Šumperk. Výroční valnou hromadu koná místní organisace v neděli dne 27. ledna 1924. xyxy=(1052,376,1252,398)
ad-bleskosvody xyxy=(1700,430,1967,534)
article-heading: Petrohrad — Leningrad. — Pohřeb Leninův v neděli. xyxy=(718,290,922,300)
right-paper-title: „NAŠINEC" xyxy=(1250,112,1312,124)
article-text: Koaliční průmysl v Prostějově obdržel velkou dodávku od ministerstva sociální péče. xyxy=(1486,418,1686,433)
article-text: Devisy. Z Berlína 24. ledna. (Čtk.) Praha 121.944.000.000. Vídeň 5.925.100.000. Londýn 19 miliard. New York 4.189.500.000.000. xyxy=(1486,217,1686,239)
article-heading: Dopravní zprávy. xyxy=(1553,646,1619,655)
article-text: Z Paříže 25. ledna. (Čtk.) Rumunsko se rozhodlo, že neuskuteční francouzskou půjčku v částce 100 milionů franků. xyxy=(709,610,931,625)
article-text: Nespravedlivost v berlínských bytových kancelářích. V Německu je bytová nouze stále citelná. Ministr zahraničních věcí dr. Beneš odjel do Říma. Velká povodeň v jižní Francii způsobila značné škody na úrodě. xyxy=(482,805,697,834)
article-text: nebným způsobem zaprodali řepaře cukrovarnickým kapitalistům, jen aby si pomohli k novým milionům. K úmrtí Vl. Ilj. Lenina. Mrtvola Lenina, zahalená rudým praporem, byla v Gorkách uložena ve středu do rakve. Přátelé, jeho žáci a členi vlády, nesli rakev střídavě k železniční stanici. Za rakví kráčela rodina a vznešení vůdcové sovětské vlády. xyxy=(265,381,470,424)
article-text: Z Paříže 25. ledna. (Čtk.) Rumunsko se rozhodlo, že neuskuteční francouzskou půjčku v částce 100 milionů franků. xyxy=(709,640,931,655)
article-text: Z Londýna 25. ledna. (Čtk.) Lord Grey prohlásil, že Svaz národů musí být silný, aby mohl zabezpečit mír v Evropě. xyxy=(709,401,931,416)
ad-nedomova-city: v Olomouci. xyxy=(1784,197,1883,216)
ad-hotel-narodni-dum xyxy=(1700,386,1967,428)
article-text: nejsou prý od Práška daleko. Kdyby Prášek toto všecko spojil v jednotku a hnutí této finančních skupin, jen aby si pomohli k novým milionům. Zde mohou zemědělci všichni, pokud nejsou zaslepeni úplně agrárnickými frázemi, vidět agrární vůdce v plné nahotě. Schůze výkonného výboru československé strany lidové na Moravě a ve Slezsku koná se v pondělí, dne 28. ledna, o 10. hodině dopolední v místnostech výkonného výboru v Brně. Důležitá účast všech členů nutná. xyxy=(48,132,253,189)
article-text: Koaliční průmysl v Prostějově obdržel velkou dodávku od ministerstva sociální péče. xyxy=(1486,494,1686,509)
article-text: „Československé noviny“ píší: Václava Práška zná dobře Praha i okolí. Stál se z něho peněžní magnát, když poměry ve státě se utvářely tak, že měl v rukou vše, čeho bylo potřeba. Nyní vidíme, že Prášek nebyl osamocen, ale že za ním stáli lidé, kteří jeho podnikání kryli svou politickou mocí. Je to obraz, na němž se zračí celý systém. xyxy=(48,207,253,250)
ad-bleskosvody-title: Bleskosvody xyxy=(1789,432,1938,459)
column-rule xyxy=(259,132,260,1472)
article-text: „Československé noviny“ píší: Václava Práška zná dobře Praha i okolí. Stál se z něho peněžní magnát, když poměry ve státě se utvářely tak, že měl v rukou vše, čeho bylo potřeba. Nyní vidíme, že Prášek nebyl osamocen, ale že za ním stáli lidé, kteří jeho podnikání kryli svou politickou mocí. Je to obraz, na němž se zračí celý systém. xyxy=(48,1012,253,1055)
article-text: Schůze odboru Ochrany matek a dětí koná se v úterý 29. t. m. o 3. hod. na radnici. Podán bude zpráva o činnosti v uplynulém roce. xyxy=(1052,309,1252,332)
article-text: Smuteční obřady byly stanoveny na sobotu. Sešli se delegáti z celé republiky. Dr. Beneš v Paříži. Ministr dr. Beneš přijel včera o půl 5. hodině odpolední do Paříže v průvodu legačního rady Jana Masaryka. Na nádraží dostavili se k uvítání jeho čs. vyslanec Osuský, předseda vlády Poincaré a další. xyxy=(265,424,470,461)
article-text: Smuteční obřady byly stanoveny na sobotu. Sešli se delegáti z celé republiky. Dr. Beneš v Paříži. Ministr dr. Beneš přijel včera o půl 5. hodině odpolední do Paříže v průvodu legačního rady Jana Masaryka. Na nádraží dostavili se k uvítání jeho čs. vyslanec Osuský, předseda vlády Poincaré a další. xyxy=(265,901,470,938)
article-text: Z Rigy 25. ledna. (Čtk.) Tělesné ostatky Leninovy byly včera dopraveny a průvodem vojska do domu odborových organisací. Vchod do domu je přísně hlídán. xyxy=(709,245,931,267)
left-col-3 xyxy=(482,132,697,1472)
ad-usedlost xyxy=(1700,338,1965,380)
article-text: Koaliční průmysl v Prostějově obdržel velkou dodávku od ministerstva sociální péče. xyxy=(1486,629,1686,644)
article-text: Ceny cukrovky 22.50—27 Kč. Podle dnešní situace na trhu cukrovaru v Olomouci se ceny udržují na stejné výši. xyxy=(1264,680,1474,695)
article-text: Smuteční obřady byly stanoveny na sobotu. Sešli se delegáti z celé republiky. Dr. Beneš v Paříži. Ministr dr. Beneš přijel včera o půl 5. hodině odpolední do Paříže v průvodu legačního rady Jana Masaryka. Na nádraží dostavili se k uvítání jeho čs. vyslanec Osuský, předseda vlády Poincaré a další. xyxy=(265,504,470,540)
article-text: Nespravedlivost v berlínských bytových kancelářích. V Německu je bytová nouze stále citelná. Ministr zahraničních věcí dr. Beneš odjel do Říma. Velká povodeň v jižní Francii způsobila značné škody na úrodě. xyxy=(482,601,697,630)
column-rule xyxy=(703,132,704,1472)
ad-zeyer-desc: největšího českého spisovatele XIX. stol. úplné v 25 svazcích za 500 Kč s portem. xyxy=(1624,1198,1831,1204)
article-text: organisovaným národním socialismu, ale života ve straně prý se neodvažují mluvit. Senátor Karel Prášek také prohlásil na nařčení „Práva lidu“, že vyšetření celé záležitosti ponechává svému bratru Václavovi, majiteli realit, a nemá s ním nic společného. xyxy=(482,473,697,502)
article-heading: Lord Grey pro silný Svaz národů. xyxy=(755,346,885,356)
article-text: Smuteční obřady byly stanoveny na sobotu. Sešli se delegáti z celé republiky. Dr. Beneš v Paříži. Ministr dr. Beneš přijel včera o půl 5. hodině odpolední do Paříže v průvodu legačního rady Jana Masaryka. Na nádraží dostavili se k uvítání jeho čs. vyslanec Osuský, předseda vlády Poincaré a další. xyxy=(482,233,697,269)
ad-usedlost-pre: Koupím neb najmu xyxy=(1807,338,1858,344)
ad-stromky xyxy=(1700,536,1965,610)
article-text: Z Rigy 25. ledna. (Čtk.) Tělesné ostatky Leninovy byly včera dopraveny a průvodem vojska do domu odborových organisací. Vchod do domu je přísně hlídán. xyxy=(709,223,931,245)
article-text: Československá strana lidová na Moravě a ve Slezsku. Šumperk. Výroční valnou hromadu koná místní organisace v neděli dne 27. ledna 1924. xyxy=(1052,553,1252,575)
article-text: Nespravedlivost v berlínských bytových kancelářích. V Německu je bytová nouze stále citelná. Ministr zahraničních věcí dr. Beneš odjel do Říma. Velká povodeň v jižní Francii způsobila značné škody na úrodě. xyxy=(482,630,697,659)
article-text: Nespravedlivost v berlínských bytových kancelářích. V Německu je bytová nouze stále citelná. Ministr zahraničních věcí dr. Beneš odjel do Říma. Velká povodeň v jižní Francii způsobila značné škody na úrodě. xyxy=(482,1009,697,1038)
article-heading: Rub aféry Václava Práška je stejně nemorální, jako líc. xyxy=(51,190,250,207)
article-text: Z Londýna 25. ledna. (Čtk.) Lord Grey prohlásil, že Svaz národů musí být silný, aby mohl zabezpečit mír v Evropě. xyxy=(709,416,931,431)
article-text: Nespravedlivost v berlínských bytových kancelářích. V Německu je bytová nouze stále citelná. Ministr zahraničních věcí dr. Beneš odjel do Říma. Velká povodeň v jižní Francii způsobila značné škody na úrodě. xyxy=(482,659,697,688)
ad-modni-title: Módní obchod xyxy=(1753,284,1912,310)
article-text: organisovaným národním socialismu, ale života ve straně prý se neodvažují mluvit. Senátor Karel Prášek také prohlásil na nařčení „Práva lidu“, že vyšetření celé záležitosti ponechává svému bratru Václavovi, majiteli realit, a nemá s ním nic společného. xyxy=(482,407,697,436)
ad-zeyer-title: Spisy Julia Zeyera xyxy=(1552,1152,1903,1196)
ad-modni-desc: se dobře zavedený na hlavní třídě se prodá neb pronajme. Bližší pod zn. „Obchod 1890" do adm. t. l. xyxy=(1711,310,1954,316)
article-text: Z Rigy 25. ledna. (Čtk.) Tělesné ostatky Leninovy byly včera dopraveny a průvodem vojska do domu odborových organisací. Vchod do domu je přísně hlídán. xyxy=(709,267,931,289)
ad-nedomova-name: M. Nedomová xyxy=(1761,164,1906,189)
article-text: Z Paříže 25. ledna. (Čtk.) Rumunsko se rozhodlo, že neuskuteční francouzskou půjčku v částce 100 milionů franků. xyxy=(709,580,931,595)
article-text: Smuteční obřady byly stanoveny na sobotu. Sešli se delegáti z celé republiky. Dr. Beneš v Paříži. Ministr dr. Beneš přijel včera o půl 5. hodině odpolední do Paříže v průvodu legačního rady Jana Masaryka. Na nádraží dostavili se k uvítání jeho čs. vyslanec Osuský, předseda vlády Poincaré a další. xyxy=(265,663,470,699)
imprint-footer: Majitelem a nakladatelem Lidových závodů tiskařských a nakladatelských, sp. s r. o. v Olomouci. Za vydavatele a redaktora odpovídá L. Zamykal. Tiskem archieparchátu knih- a kamenotiskárny v Olomouci. xyxy=(1220,1445,1794,1452)
section-banner-vedecke-rozhledy: Vědecké rozhledy xyxy=(1264,354,1474,372)
article-text: Z Bělehradu 25. ledna. (Zvl. tel. zpr. „N.“) Vyjednávání opozice ohledně utvoření opozičního bloku pokračuje, ale nemůže se bez Radićovy strany dopracovat úspěchu. xyxy=(709,510,931,532)
article-text: Z Londýna 25. ledna. (Čtk.) Lord Grey prohlásil, že Svaz národů musí být silný, aby mohl zabezpečit mír v Evropě. xyxy=(709,446,931,461)
article-text: Na prostějovském trhu se platilo za 100 kg: pšenice 160—165 Kč, žito 150—155 Kč, ječmen 176—180 Kč, oves 120—130 Kč. xyxy=(1486,310,1686,325)
article-heading: Drobné zprávy. xyxy=(560,503,619,513)
article-text: nejsou prý od Práška daleko. Kdyby Prášek toto všecko spojil v jednotku a hnutí této finančních skupin, jen aby si pomohli k novým milionům. Zde mohou zemědělci všichni, pokud nejsou zaslepeni úplně agrárnickými frázemi, vidět agrární vůdce v plné nahotě. Schůze výkonného výboru československé strany lidové na Moravě a ve Slezsku koná se v pondělí, dne 28. ledna, o 10. hodině dopolední v místnostech výkonného výboru v Brně. Důležitá účast všech členů nutná. xyxy=(48,754,253,811)
article-text: Z kanceláře Českého divadla v Olomouci. Dnes v pátek na počest čtvrtka hraje se operetní veselohra. xyxy=(1052,657,1252,672)
article-text: Československá strana lidová na Moravě a ve Slezsku. Šumperk. Výroční valnou hromadu koná místní organisace v neděli dne 27. ledna 1924. xyxy=(1052,531,1252,553)
article-heading: Drobnosti. xyxy=(799,570,841,580)
ad-zeyer-firm: Ladislav Kuncíř, knihkupec, Praha II., xyxy=(1533,1211,1922,1236)
article-text: Moravská hodina: Hospodářské mezery tak mnoho v krajině. Hospodářství se nachází v tísni. Nárok na mzdu vychází z poměrů celé společnosti. xyxy=(1264,331,1474,353)
article-text: Z Londýna 25. ledna. (Čtk.) Lord Grey prohlásil, že Svaz národů musí být silný, aby mohl zabezpečit mír v Evropě. xyxy=(709,371,931,386)
ad-navstivenky xyxy=(1700,614,1967,750)
article-text: Smuteční obřady byly stanoveny na sobotu. Sešli se delegáti z celé republiky. Dr. Beneš v Paříži. Ministr dr. Beneš přijel včera o půl 5. hodině odpolední do Paříže v průvodu legačního rady Jana Masaryka. Na nádraží dostavili se k uvítání jeho čs. vyslanec Osuský, předseda vlády Poincaré a další. xyxy=(265,742,470,779)
article-text: Koaliční průmysl v Prostějově obdržel velkou dodávku od ministerstva sociální péče. xyxy=(1486,448,1686,463)
article-text: Nespravedlivost v berlínských bytových kancelářích. V Německu je bytová nouze stále citelná. Ministr zahraničních věcí dr. Beneš odjel do Říma. Velká povodeň v jižní Francii způsobila značné škody na úrodě. xyxy=(482,1038,697,1067)
article-text: Ceny cukrovky 22.50—27 Kč. Podle dnešní situace na trhu cukrovaru v Olomouci se ceny udržují na stejné výši. xyxy=(1264,604,1474,619)
article-text: „Československé noviny“ píší: Václava Práška zná dobře Praha i okolí. Stál se z něho peněžní magnát, když poměry ve státě se utvářely tak, že měl v rukou vše, čeho bylo potřeba. Nyní vidíme, že Prášek nebyl osamocen, ale že za ním stáli lidé, kteří jeho podnikání kryli svou politickou mocí. Je to obraz, na němž se zračí celý systém. xyxy=(48,710,253,753)
article-text: Československá strana lidová na Moravě a ve Slezsku. Šumperk. Výroční valnou hromadu koná místní organisace v neděli dne 27. ledna 1924. xyxy=(1052,398,1252,420)
column-rule xyxy=(1692,132,1693,1132)
ad-koupim-desc: se zahradou a s velkým nejlépe na venkově. Nabídky do administrace tohoto listu. xyxy=(1733,258,1932,264)
left-issue-number: Číslo 22. xyxy=(45,112,86,124)
article-text: Devisy. Z Berlína 24. ledna. (Čtk.) Praha 121.944.000.000. Vídeň 5.925.100.000. Londýn 19 miliard. New York 4.189.500.000.000. xyxy=(1486,261,1686,283)
article-text: Z kanceláře Českého divadla v Olomouci. Dnes v pátek na počest čtvrtka hraje se operetní veselohra. xyxy=(1052,612,1252,627)
ad-usedlost-desc: Nabídky do admin. t. l. pod značkou „ihned". xyxy=(1778,367,1887,373)
ad-hotel-desc: Dostaveníčko českého Olomouce a okolí. xyxy=(1783,404,1884,410)
section-banner-lidovy-tabor: Lidový tábor xyxy=(1052,355,1252,373)
article-text: Z Bělehradu 25. ledna. (Zvl. tel. zpr. „N.“) Vyjednávání opozice ohledně utvoření opozičního bloku pokračuje, ale nemůže se bez Radićovy strany dopracovat úspěchu. xyxy=(709,322,931,345)
article-text: Moravská hodina: Hospodářské mezery tak mnoho v krajině. Hospodářství se nachází v tísni. Nárok na mzdu vychází z poměrů celé společnosti. xyxy=(1264,309,1474,331)
ad-navstivenky-desc: snubní oznámení a veškeré tiskopisy pro společenský život dodá vám nejrychleji xyxy=(1736,649,1931,655)
right-page xyxy=(1040,0,1980,1500)
article-heading: Zvláštní zpráva z Prahy. xyxy=(321,176,414,186)
right-col-1 xyxy=(1052,132,1252,1422)
article-text: Je Mars obydlen? Slavný francouzský hvězdář Camille Flammarion tvrdí, že ano. Aby však tomu tvrzení dodal, odjíždí do Santiaga do Chile. xyxy=(1264,419,1474,441)
article-text: Československá strana lidová na Moravě a ve Slezsku. Šumperk. Výroční valnou hromadu koná místní organisace v neděli dne 27. ledna 1924. xyxy=(1052,509,1252,531)
article-text: Smuteční obřady byly stanoveny na sobotu. Sešli se delegáti z celé republiky. Dr. Beneš v Paříži. Ministr dr. Beneš přijel včera o půl 5. hodině odpolední do Paříže v průvodu legačního rady Jana Masaryka. Na nádraží dostavili se k uvítání jeho čs. vyslanec Osuský, předseda vlády Poincaré a další. xyxy=(265,186,470,222)
article-heading: Přípravy k pádu Pašićovu. xyxy=(769,158,871,167)
article-text: nebným způsobem zaprodali řepaře cukrovarnickým kapitalistům, jen aby si pomohli k novým milionům. K úmrtí Vl. Ilj. Lenina. Mrtvola Lenina, zahalená rudým praporem, byla v Gorkách uložena ve středu do rakve. Přátelé, jeho žáci a členi vlády, nesli rakev střídavě k železniční stanici. Za rakví kráčela rodina a vznešení vůdcové sovětské vlády. xyxy=(265,620,470,663)
article-text: Nespravedlivost v berlínských bytových kancelářích. V Německu je bytová nouze stále citelná. Ministr zahraničních věcí dr. Beneš odjel do Říma. Velká povodeň v jižní Francii způsobila značné škody na úrodě. xyxy=(482,834,697,863)
article-text: „Československé noviny“ píší: Václava Práška zná dobře Praha i okolí. Stál se z něho peněžní magnát, když poměry ve státě se utvářely tak, že měl v rukou vše, čeho bylo potřeba. Nyní vidíme, že Prášek nebyl osamocen, ale že za ním stáli lidé, kteří jeho podnikání kryli svou politickou mocí. Je to obraz, na němž se zračí celý systém. xyxy=(48,509,253,552)
article-text: Československá strana lidová na Moravě a ve Slezsku. Šumperk. Výroční valnou hromadu koná místní organisace v neděli dne 27. ledna 1924. xyxy=(1052,442,1252,464)
article-heading: Tržní zprávy. xyxy=(1561,284,1611,294)
article-text: Moravská hodina: Hospodářské mezery tak mnoho v krajině. Hospodářství se nachází v tísni. Nárok na mzdu vychází z poměrů celé společnosti. xyxy=(1264,176,1474,198)
